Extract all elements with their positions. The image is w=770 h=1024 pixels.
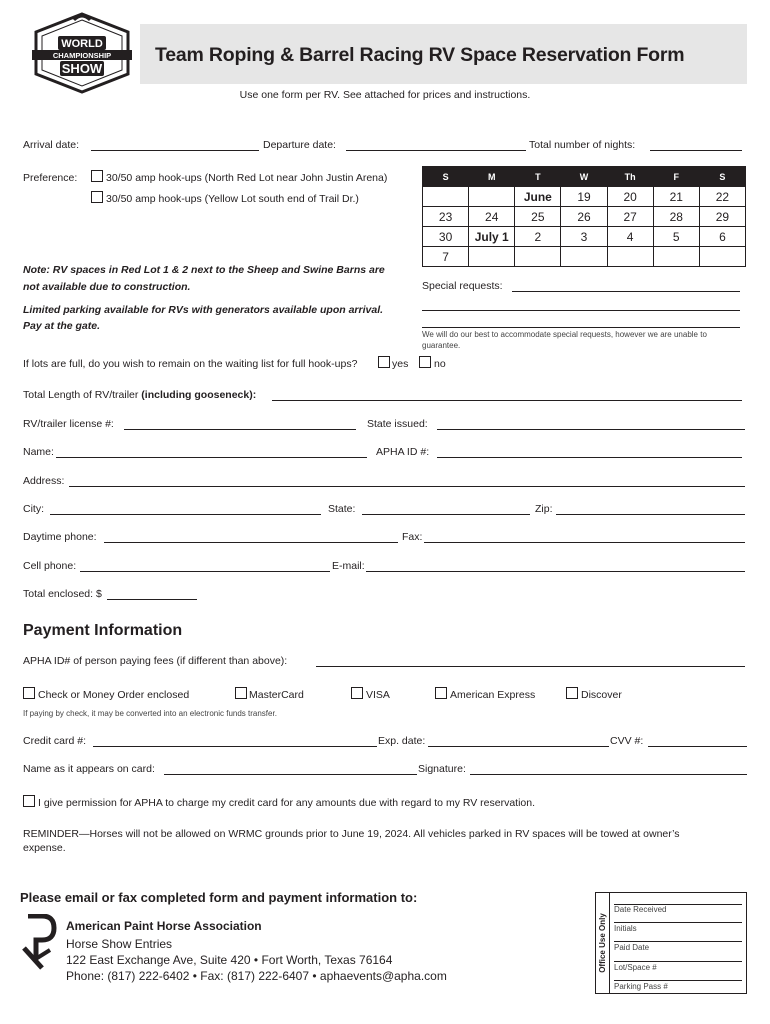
cal-cell: 6 (699, 227, 745, 247)
cal-cell: 5 (653, 227, 699, 247)
rv-length-label-text: Total Length of RV/trailer (23, 389, 142, 401)
office-lot-space: Lot/Space # (614, 963, 657, 972)
credit-card-label: Credit card #: (23, 735, 87, 747)
cal-cell (469, 247, 515, 267)
note-red-lot-line2: not available due to construction. (23, 281, 191, 293)
special-requests-field-2[interactable] (422, 310, 740, 311)
office-line (614, 961, 742, 962)
mastercard-label: MasterCard (249, 689, 304, 701)
zip-field[interactable] (556, 514, 745, 515)
page-title: Team Roping & Barrel Racing RV Space Reservation Form (155, 44, 685, 66)
cal-header: S (699, 167, 745, 187)
check-money-order-checkbox[interactable] (23, 687, 35, 699)
cal-cell: 29 (699, 207, 745, 227)
cal-cell: 23 (423, 207, 469, 227)
waitlist-question: If lots are full, do you wish to remain on the waiting list for full hook-ups? (23, 358, 358, 370)
total-enclosed-label: Total enclosed: $ (23, 588, 102, 600)
check-money-order-label: Check or Money Order enclosed (38, 689, 190, 701)
preference-label: Preference: (23, 172, 78, 184)
signature-field[interactable] (470, 774, 747, 775)
page-subtitle: Use one form per RV. See attached for prices and instructions. (239, 89, 531, 101)
cal-header: M (469, 167, 515, 187)
office-line (614, 941, 742, 942)
cal-cell: 2 (515, 227, 561, 247)
name-on-card-field[interactable] (164, 774, 417, 775)
cal-cell: July 1 (469, 227, 515, 247)
contact-phone-fax-email: Phone: (817) 222-6402 • Fax: (817) 222-6407 • aphaevents@apha.com (66, 969, 447, 983)
cal-cell: 7 (423, 247, 469, 267)
name-label: Name: (23, 446, 54, 458)
waitlist-yes-checkbox[interactable] (378, 356, 390, 368)
apha-id-field[interactable] (437, 457, 742, 458)
note-generators-line1: Limited parking available for RVs with generators available upon arrival. (23, 304, 384, 316)
cal-cell: 20 (607, 187, 653, 207)
cal-cell (607, 247, 653, 267)
cal-cell (653, 247, 699, 267)
note-generators-line2: Pay at the gate. (23, 320, 101, 332)
total-enclosed-field[interactable] (107, 599, 197, 600)
logo-line3: SHOW (61, 61, 103, 76)
credit-card-field[interactable] (93, 746, 377, 747)
office-use-label: Office Use Only (598, 913, 607, 973)
waitlist-no-label: no (434, 358, 446, 370)
exp-date-field[interactable] (428, 746, 609, 747)
discover-label: Discover (581, 689, 622, 701)
address-field[interactable] (69, 486, 745, 487)
email-label: E-mail: (332, 560, 365, 572)
cal-cell: 26 (561, 207, 607, 227)
exp-date-label: Exp. date: (378, 735, 426, 747)
calendar-row (423, 187, 746, 207)
amex-checkbox[interactable] (435, 687, 447, 699)
rv-length-label (23, 389, 256, 401)
payer-id-label: APHA ID# of person paying fees (if different than above): (23, 655, 288, 667)
contact-heading: Please email or fax completed form and payment information to: (20, 890, 418, 905)
world-show-logo-icon (24, 10, 140, 96)
waitlist-no-checkbox[interactable] (419, 356, 431, 368)
cal-cell: 22 (699, 187, 745, 207)
cal-cell: 30 (423, 227, 469, 247)
name-on-card-label: Name as it appears on card: (23, 763, 155, 775)
rv-length-label-bold: (including gooseneck): (141, 389, 257, 401)
cal-cell: 4 (607, 227, 653, 247)
license-label: RV/trailer license #: (23, 418, 114, 430)
cal-header: W (561, 167, 607, 187)
cal-cell (699, 247, 745, 267)
daytime-phone-field[interactable] (104, 542, 398, 543)
departure-label: Departure date: (263, 139, 336, 151)
permission-checkbox[interactable] (23, 795, 35, 807)
cal-cell (561, 247, 607, 267)
cell-phone-field[interactable] (80, 571, 330, 572)
state-field[interactable] (362, 514, 530, 515)
payment-heading: Payment Information (23, 622, 183, 639)
check-note: If paying by check, it may be converted into an electronic funds transfer. (23, 709, 277, 718)
cal-cell: June (515, 187, 561, 207)
office-date-received: Date Received (614, 905, 667, 914)
address-label: Address: (23, 475, 65, 487)
fax-field[interactable] (424, 542, 745, 543)
calendar-table (422, 166, 746, 267)
logo-line2: CHAMPIONSHIP (52, 51, 112, 60)
apha-id-label: APHA ID #: (376, 446, 430, 458)
fax-label: Fax: (402, 531, 423, 543)
visa-label: VISA (366, 689, 390, 701)
cvv-field[interactable] (648, 746, 747, 747)
nights-field[interactable] (650, 150, 742, 151)
contact-org: American Paint Horse Association (66, 919, 262, 933)
city-label: City: (23, 503, 44, 515)
cvv-label: CVV #: (610, 735, 644, 747)
waitlist-yes-label: yes (392, 358, 409, 370)
yellow-lot-label: 30/50 amp hook-ups (Yellow Lot south end of Trail Dr.) (106, 193, 359, 205)
payer-id-field[interactable] (316, 666, 745, 667)
cal-cell: 27 (607, 207, 653, 227)
permission-label: I give permission for APHA to charge my credit card for any amounts due with regard to my RV reservation. (38, 797, 536, 809)
name-field[interactable] (56, 457, 367, 458)
cal-cell (515, 247, 561, 267)
north-red-lot-label: 30/50 amp hook-ups (North Red Lot near John Justin Arena) (106, 172, 388, 184)
cal-cell: 19 (561, 187, 607, 207)
amex-label: American Express (450, 689, 536, 701)
contact-dept: Horse Show Entries (66, 937, 173, 951)
calendar-header-row (423, 167, 746, 187)
discover-checkbox[interactable] (566, 687, 578, 699)
zip-label: Zip: (535, 503, 553, 515)
cal-cell: 28 (653, 207, 699, 227)
cal-cell: 3 (561, 227, 607, 247)
cal-header: T (515, 167, 561, 187)
special-disclaimer-line2: guarantee. (422, 341, 461, 350)
special-requests-label: Special requests: (422, 280, 503, 292)
cal-cell: 25 (515, 207, 561, 227)
office-initials: Initials (614, 924, 637, 933)
cal-cell: 21 (653, 187, 699, 207)
email-field[interactable] (366, 571, 745, 572)
cal-header: Th (607, 167, 653, 187)
apha-logo-icon (20, 914, 60, 970)
note-red-lot-line1: Note: RV spaces in Red Lot 1 & 2 next to the Sheep and Swine Barns are (23, 264, 385, 276)
visa-checkbox[interactable] (351, 687, 363, 699)
arrival-field[interactable] (91, 150, 259, 151)
arrival-label: Arrival date: (23, 139, 80, 151)
state-label: State: (328, 503, 356, 515)
office-line (614, 980, 742, 981)
mastercard-checkbox[interactable] (235, 687, 247, 699)
special-disclaimer-line1: We will do our best to accommodate special requests, however we are unable to (422, 330, 707, 339)
license-field[interactable] (124, 429, 356, 430)
special-requests-field-3[interactable] (422, 327, 740, 328)
calendar-row (423, 247, 746, 267)
special-requests-field-1[interactable] (512, 291, 740, 292)
cal-cell (469, 187, 515, 207)
state-issued-field[interactable] (437, 429, 745, 430)
yellow-lot-checkbox[interactable] (91, 191, 103, 203)
rv-length-field[interactable] (272, 400, 742, 401)
city-field[interactable] (50, 514, 321, 515)
office-paid-date: Paid Date (614, 943, 650, 952)
calendar-row (423, 227, 746, 247)
state-issued-label: State issued: (367, 418, 428, 430)
contact-address: 122 East Exchange Ave, Suite 420 • Fort Worth, Texas 76164 (66, 953, 393, 967)
cal-header: S (423, 167, 469, 187)
logo-line1: WORLD (61, 38, 103, 50)
calendar-row (423, 207, 746, 227)
cell-phone-label: Cell phone: (23, 560, 77, 572)
signature-label: Signature: (418, 763, 466, 775)
north-red-lot-checkbox[interactable] (91, 170, 103, 182)
daytime-phone-label: Daytime phone: (23, 531, 97, 543)
nights-label: Total number of nights: (529, 139, 636, 151)
reminder-line1: REMINDER—Horses will not be allowed on WRMC grounds prior to June 19, 2024. All vehicles parked in RV spaces will be towed at owner’s (23, 828, 680, 840)
office-parking-pass: Parking Pass # (614, 982, 668, 991)
cal-header: F (653, 167, 699, 187)
reminder-line2: expense. (23, 842, 66, 854)
cal-cell: 24 (469, 207, 515, 227)
departure-field[interactable] (346, 150, 526, 151)
office-line (614, 922, 742, 923)
cal-cell (423, 187, 469, 207)
